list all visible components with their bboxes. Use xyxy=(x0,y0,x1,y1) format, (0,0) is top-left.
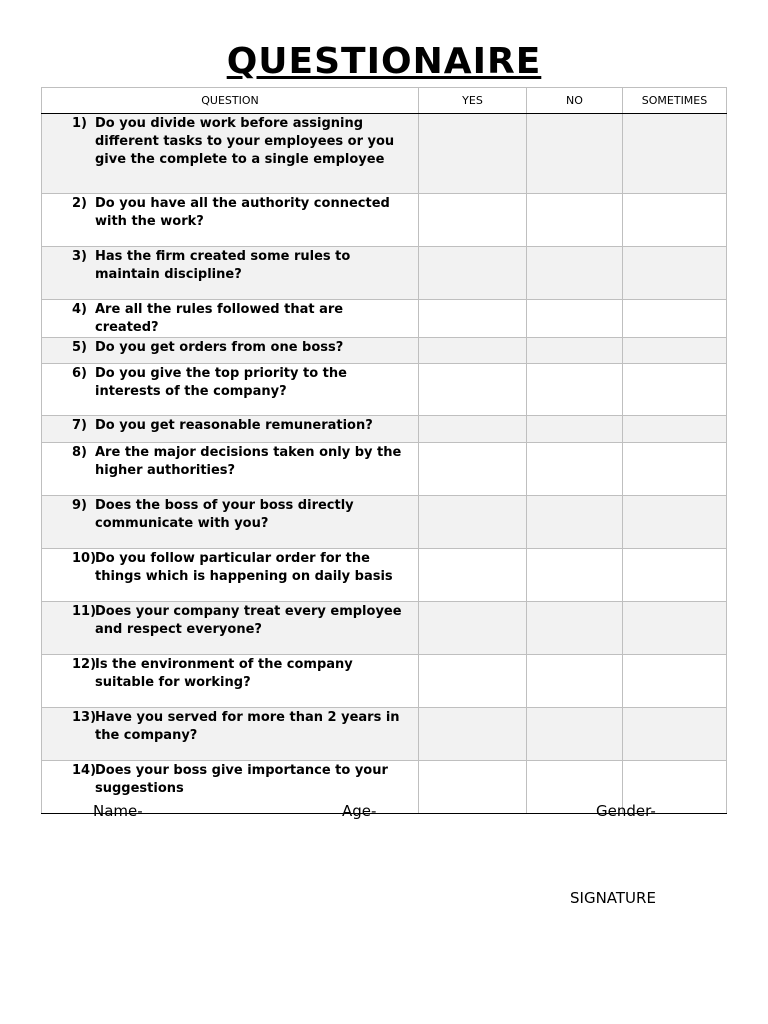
answer-cell-yes[interactable] xyxy=(419,443,527,496)
table-header-row xyxy=(42,88,727,114)
question-number: 13) xyxy=(72,710,97,725)
question-text: Do you follow particular order for the things which is happening on daily basis xyxy=(95,551,393,584)
column-header-yes: YES xyxy=(419,88,527,114)
table-row xyxy=(42,549,727,602)
name-field-label: Name- xyxy=(93,802,143,820)
answer-cell-yes[interactable] xyxy=(419,338,527,364)
answer-cell-no[interactable] xyxy=(527,708,623,761)
answer-cell-yes[interactable] xyxy=(419,708,527,761)
question-number: 4) xyxy=(72,302,87,317)
answer-cell-no[interactable] xyxy=(527,194,623,247)
question-number: 9) xyxy=(72,498,87,513)
table-row xyxy=(42,655,727,708)
table-row xyxy=(42,114,727,194)
answer-cell-sometimes[interactable] xyxy=(623,364,727,416)
question-text: Is the environment of the company suitable for working? xyxy=(95,657,353,690)
question-text: Do you give the top priority to the interests of the company? xyxy=(95,366,347,399)
table-row xyxy=(42,708,727,761)
table-row xyxy=(42,602,727,655)
question-number: 10) xyxy=(72,551,97,566)
answer-cell-sometimes[interactable] xyxy=(623,602,727,655)
question-text: Are the major decisions taken only by the higher authorities? xyxy=(95,445,402,478)
question-text: Do you have all the authority connected with the work? xyxy=(95,196,390,229)
question-cell xyxy=(42,655,419,708)
question-text: Does your company treat every employee and respect everyone? xyxy=(95,604,402,637)
question-number: 11) xyxy=(72,604,97,619)
question-text: Do you get reasonable remuneration? xyxy=(95,418,373,433)
answer-cell-sometimes[interactable] xyxy=(623,247,727,300)
question-text: Do you divide work before assigning different tasks to your employees or you give the complete to a single employee xyxy=(95,116,395,167)
answer-cell-no[interactable] xyxy=(527,416,623,443)
answer-cell-no[interactable] xyxy=(527,300,623,338)
question-cell xyxy=(42,114,419,194)
question-cell xyxy=(42,247,419,300)
page-title: QUESTIONAIRE xyxy=(226,41,542,82)
question-number: 3) xyxy=(72,249,87,264)
column-header-question: QUESTION xyxy=(42,88,419,114)
answer-cell-no[interactable] xyxy=(527,602,623,655)
answer-cell-yes[interactable] xyxy=(419,496,527,549)
answer-cell-yes[interactable] xyxy=(419,194,527,247)
question-text: Does your boss give importance to your suggestions xyxy=(95,763,388,796)
answer-cell-yes[interactable] xyxy=(419,655,527,708)
question-cell xyxy=(42,496,419,549)
question-text: Has the firm created some rules to maintain discipline? xyxy=(95,249,351,282)
answer-cell-no[interactable] xyxy=(527,364,623,416)
answer-cell-sometimes[interactable] xyxy=(623,443,727,496)
answer-cell-sometimes[interactable] xyxy=(623,338,727,364)
table-row xyxy=(42,443,727,496)
question-text: Have you served for more than 2 years in the company? xyxy=(95,710,400,743)
question-cell xyxy=(42,443,419,496)
question-number: 6) xyxy=(72,366,87,381)
question-number: 12) xyxy=(72,657,97,672)
answer-cell-yes[interactable] xyxy=(419,761,527,814)
column-header-sometimes: SOMETIMES xyxy=(623,88,727,114)
answer-cell-yes[interactable] xyxy=(419,364,527,416)
question-cell xyxy=(42,416,419,443)
question-cell xyxy=(42,338,419,364)
answer-cell-sometimes[interactable] xyxy=(623,708,727,761)
question-number: 7) xyxy=(72,418,87,433)
question-number: 5) xyxy=(72,340,87,355)
question-cell xyxy=(42,364,419,416)
answer-cell-sometimes[interactable] xyxy=(623,496,727,549)
answer-cell-no[interactable] xyxy=(527,338,623,364)
question-number: 1) xyxy=(72,116,87,131)
answer-cell-no[interactable] xyxy=(527,247,623,300)
table-row xyxy=(42,416,727,443)
answer-cell-sometimes[interactable] xyxy=(623,655,727,708)
age-field-label: Age- xyxy=(342,802,377,820)
questionnaire-table xyxy=(41,87,727,814)
question-text: Does the boss of your boss directly communicate with you? xyxy=(95,498,354,531)
answer-cell-yes[interactable] xyxy=(419,300,527,338)
answer-cell-sometimes[interactable] xyxy=(623,194,727,247)
table-row xyxy=(42,247,727,300)
answer-cell-no[interactable] xyxy=(527,496,623,549)
question-cell xyxy=(42,300,419,338)
question-cell xyxy=(42,708,419,761)
table-row xyxy=(42,496,727,549)
question-number: 2) xyxy=(72,196,87,211)
answer-cell-yes[interactable] xyxy=(419,416,527,443)
table-row xyxy=(42,300,727,338)
answer-cell-sometimes[interactable] xyxy=(623,549,727,602)
answer-cell-yes[interactable] xyxy=(419,247,527,300)
question-number: 8) xyxy=(72,445,87,460)
answer-cell-yes[interactable] xyxy=(419,114,527,194)
answer-cell-sometimes[interactable] xyxy=(623,114,727,194)
question-cell xyxy=(42,194,419,247)
answer-cell-no[interactable] xyxy=(527,655,623,708)
table-row xyxy=(42,194,727,247)
column-header-no: NO xyxy=(527,88,623,114)
table-row xyxy=(42,338,727,364)
answer-cell-no[interactable] xyxy=(527,114,623,194)
question-cell xyxy=(42,549,419,602)
answer-cell-sometimes[interactable] xyxy=(623,300,727,338)
answer-cell-yes[interactable] xyxy=(419,602,527,655)
question-cell xyxy=(42,602,419,655)
answer-cell-sometimes[interactable] xyxy=(623,416,727,443)
question-text: Are all the rules followed that are created? xyxy=(95,302,344,335)
answer-cell-no[interactable] xyxy=(527,549,623,602)
table-row xyxy=(42,364,727,416)
gender-field-label: Gender- xyxy=(596,802,656,820)
question-number: 14) xyxy=(72,763,97,778)
question-text: Do you get orders from one boss? xyxy=(95,340,344,355)
answer-cell-yes[interactable] xyxy=(419,549,527,602)
signature-label: SIGNATURE xyxy=(570,889,656,907)
answer-cell-no[interactable] xyxy=(527,443,623,496)
